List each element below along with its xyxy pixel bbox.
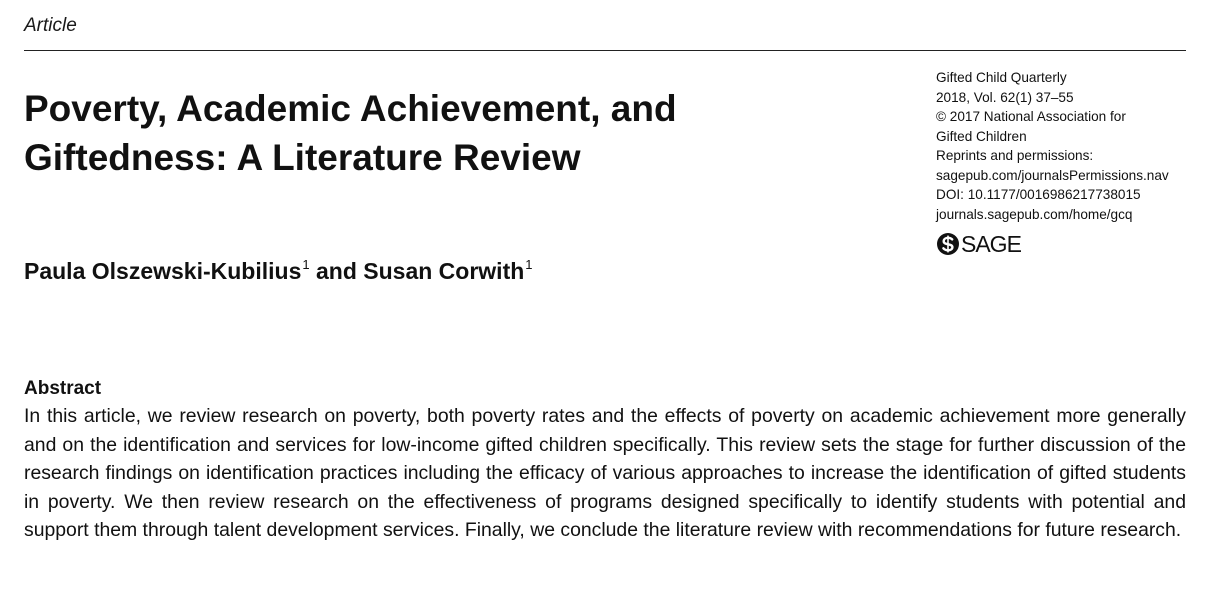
journal-home-link[interactable]: journals.sagepub.com/home/gcq xyxy=(936,206,1133,222)
publisher-logo xyxy=(936,230,1021,258)
article-title xyxy=(24,84,884,182)
author-list xyxy=(24,258,533,285)
copyright-line-2: Gifted Children xyxy=(936,128,1027,144)
author-name: Susan Corwith xyxy=(363,258,525,284)
section-label: Article xyxy=(24,15,77,36)
article-title-line-2: Giftedness: A Literature Review xyxy=(24,137,581,178)
sage-s-circle-icon xyxy=(936,232,960,256)
permissions-link[interactable]: sagepub.com/journalsPermissions.nav xyxy=(936,167,1169,183)
header-rule xyxy=(24,50,1186,51)
abstract-heading: Abstract xyxy=(24,378,102,399)
journal-volume: 2018, Vol. 62(1) 37–55 xyxy=(936,89,1074,105)
journal-name: Gifted Child Quarterly xyxy=(936,70,1067,85)
abstract-text: In this article, we review research on poverty, both poverty rates and the effects of poverty on academic achievement more generally and on the identification and services for low-income gifted children specifically. This review sets the stage for further discussion of the research findings on identification practices including the efficacy of various approaches to increase the identification of gifted students in poverty. We then review research on the effectiveness of programs designed specifically to identify students with potential and support them through talent development services. Finally, we conclude the literature review with recommendations for future research. xyxy=(24,405,1186,541)
author-affiliation: 1 xyxy=(302,257,310,272)
copyright-line-1: © 2017 National Association for xyxy=(936,109,1126,124)
doi[interactable]: DOI: 10.1177/0016986217738015 xyxy=(936,187,1141,202)
article-title-line-1: Poverty, Academic Achievement, and xyxy=(24,88,677,129)
author-connector: and xyxy=(315,258,357,284)
author-affiliation: 1 xyxy=(525,257,533,272)
journal-info xyxy=(936,68,1196,224)
reprints-label: Reprints and permissions: xyxy=(936,148,1094,163)
author-name: Paula Olszewski-Kubilius xyxy=(24,258,302,284)
publisher-name: SAGE xyxy=(961,230,1021,257)
